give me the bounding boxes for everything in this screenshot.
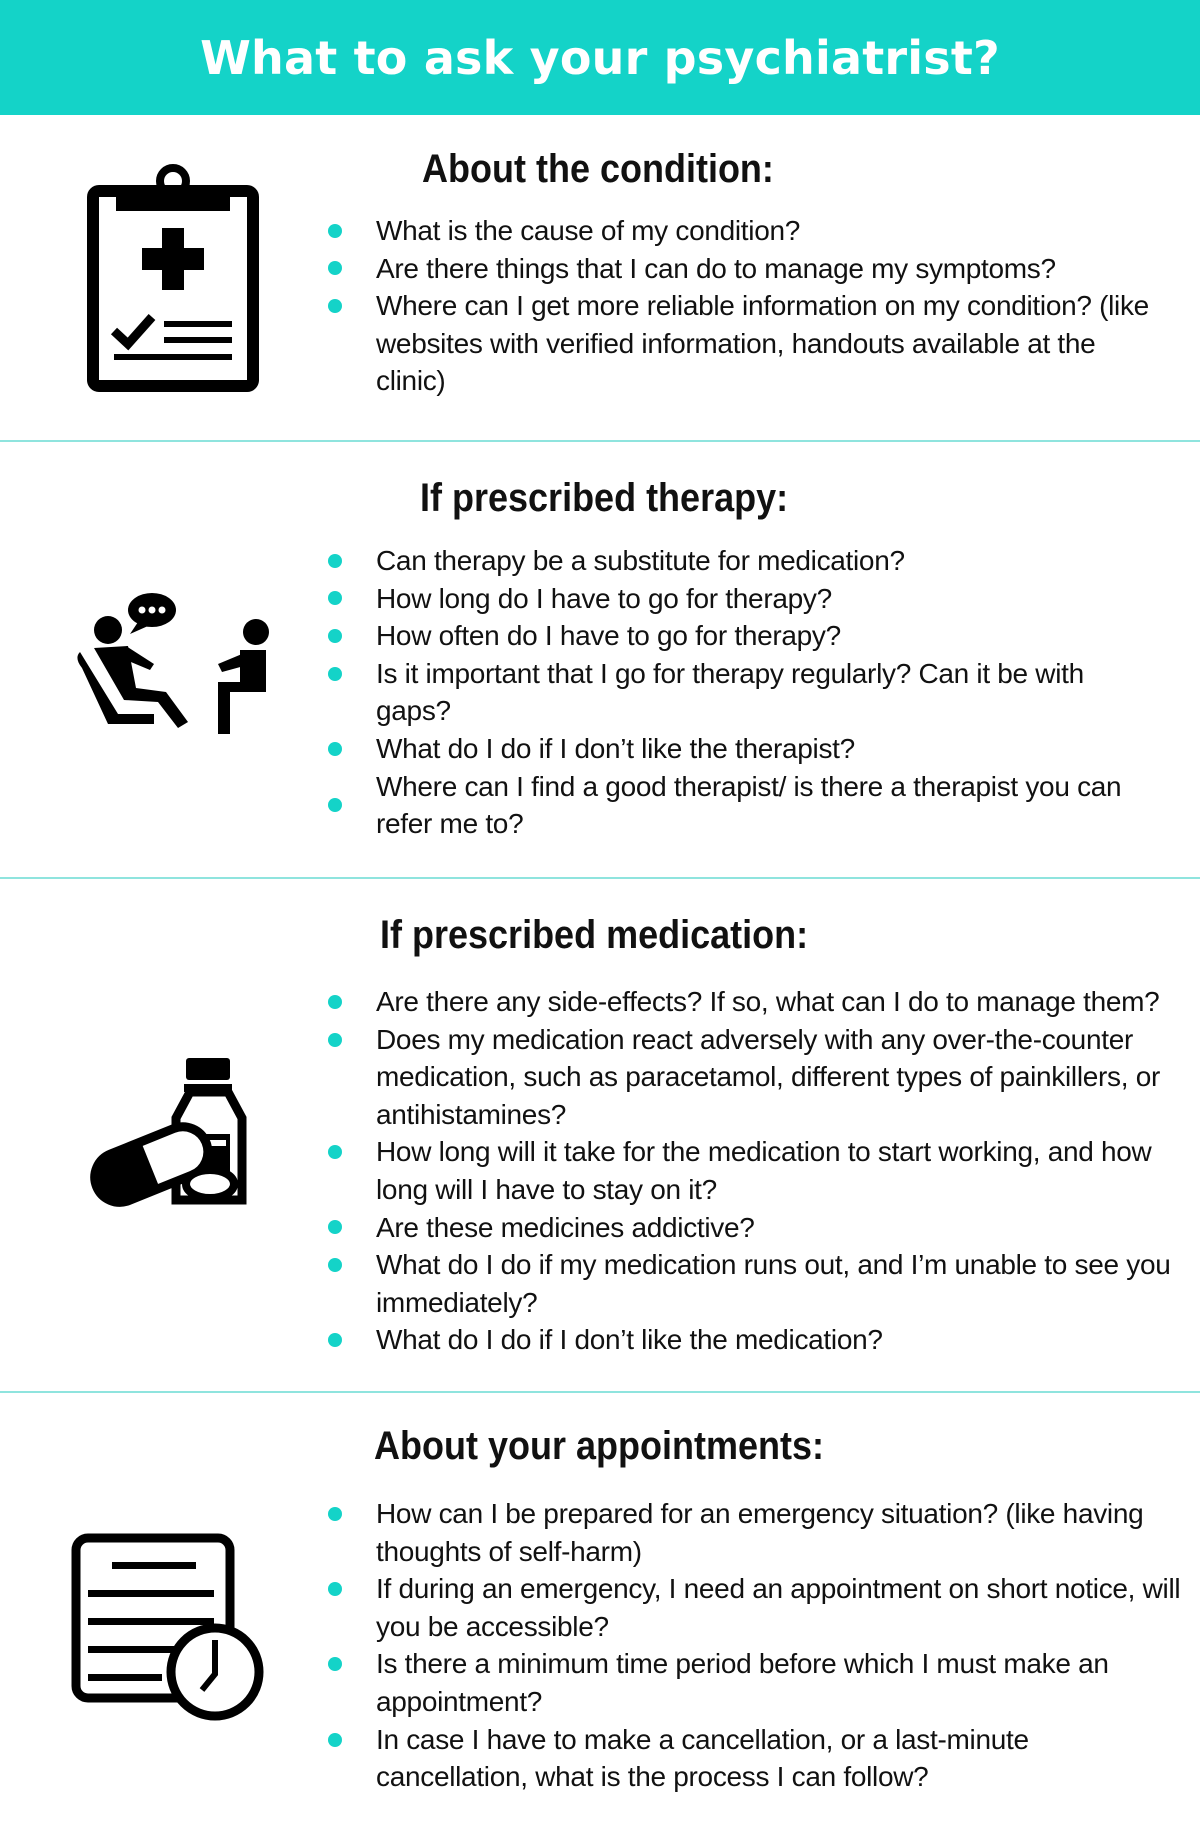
section-divider	[0, 877, 1200, 879]
list-item: Are these medicines addictive?	[328, 1209, 1188, 1247]
list-item: What do I do if I don’t like the therapist?	[328, 730, 1188, 768]
section-title: If prescribed medication:	[380, 913, 809, 957]
bullet-dot	[328, 798, 342, 812]
appointment-schedule-icon	[70, 1532, 266, 1722]
bullet-dot	[328, 1657, 342, 1671]
section-divider	[0, 440, 1200, 442]
bullet-dot	[328, 1033, 342, 1047]
question-list	[328, 542, 1188, 843]
bullet-dot	[328, 261, 342, 275]
list-item: Are there any side-effects? If so, what can I do to manage them?	[328, 983, 1188, 1021]
list-item: What is the cause of my condition?	[328, 212, 1188, 250]
list-item: Is there a minimum time period before which I must make an appointment?	[328, 1645, 1166, 1720]
page-title: What to ask your psychiatrist?	[200, 30, 1000, 85]
question-list	[328, 983, 1188, 1359]
bullet-dot	[328, 1220, 342, 1234]
list-item: Are there things that I can do to manage my symptoms?	[328, 250, 1188, 288]
list-item: What do I do if my medication runs out, and I’m unable to see you immediately?	[328, 1246, 1186, 1321]
section-title: If prescribed therapy:	[420, 476, 789, 520]
page-header	[0, 0, 1200, 115]
list-item: Does my medication react adversely with any over-the-counter medication, such as paracetamol, different types of painkillers, or antihistamines?	[328, 1021, 1200, 1134]
bullet-dot	[328, 667, 342, 681]
bullet-dot	[328, 1145, 342, 1159]
bullet-dot	[328, 299, 342, 313]
list-item: If during an emergency, I need an appointment on short notice, will you be accessible?	[328, 1570, 1200, 1645]
medication-pills-icon	[88, 1052, 258, 1212]
bullet-dot	[328, 995, 342, 1009]
bullet-dot	[328, 1258, 342, 1272]
list-item: Can therapy be a substitute for medication?	[328, 542, 1188, 580]
question-list	[328, 1495, 1188, 1796]
list-item: Where can I find a good therapist/ is there a therapist you can refer me to?	[328, 768, 1156, 843]
bullet-dot	[328, 1333, 342, 1347]
section-title: About the condition:	[422, 147, 774, 191]
list-item: How often do I have to go for therapy?	[328, 617, 1188, 655]
bullet-dot	[328, 742, 342, 756]
therapy-session-icon	[70, 588, 280, 738]
list-item: How can I be prepared for an emergency situation? (like having thoughts of self-harm)	[328, 1495, 1200, 1570]
question-list	[328, 212, 1188, 400]
bullet-dot	[328, 554, 342, 568]
list-item: How long will it take for the medication to start working, and how long will I have to stay on it?	[328, 1133, 1166, 1208]
bullet-dot	[328, 1582, 342, 1596]
clipboard-medical-icon	[86, 163, 260, 393]
bullet-dot	[328, 1733, 342, 1747]
bullet-dot	[328, 591, 342, 605]
bullet-dot	[328, 1507, 342, 1521]
bullet-dot	[328, 629, 342, 643]
list-item: Where can I get more reliable information on my condition? (like websites with verified information, handouts available at the clinic)	[328, 287, 1166, 400]
list-item: In case I have to make a cancellation, or a last-minute cancellation, what is the process I can follow?	[328, 1721, 1166, 1796]
list-item: Is it important that I go for therapy regularly? Can it be with gaps?	[328, 655, 1116, 730]
list-item: What do I do if I don’t like the medication?	[328, 1321, 1188, 1359]
list-item: How long do I have to go for therapy?	[328, 580, 1188, 618]
section-title: About your appointments:	[374, 1424, 824, 1468]
bullet-dot	[328, 224, 342, 238]
section-divider	[0, 1391, 1200, 1393]
